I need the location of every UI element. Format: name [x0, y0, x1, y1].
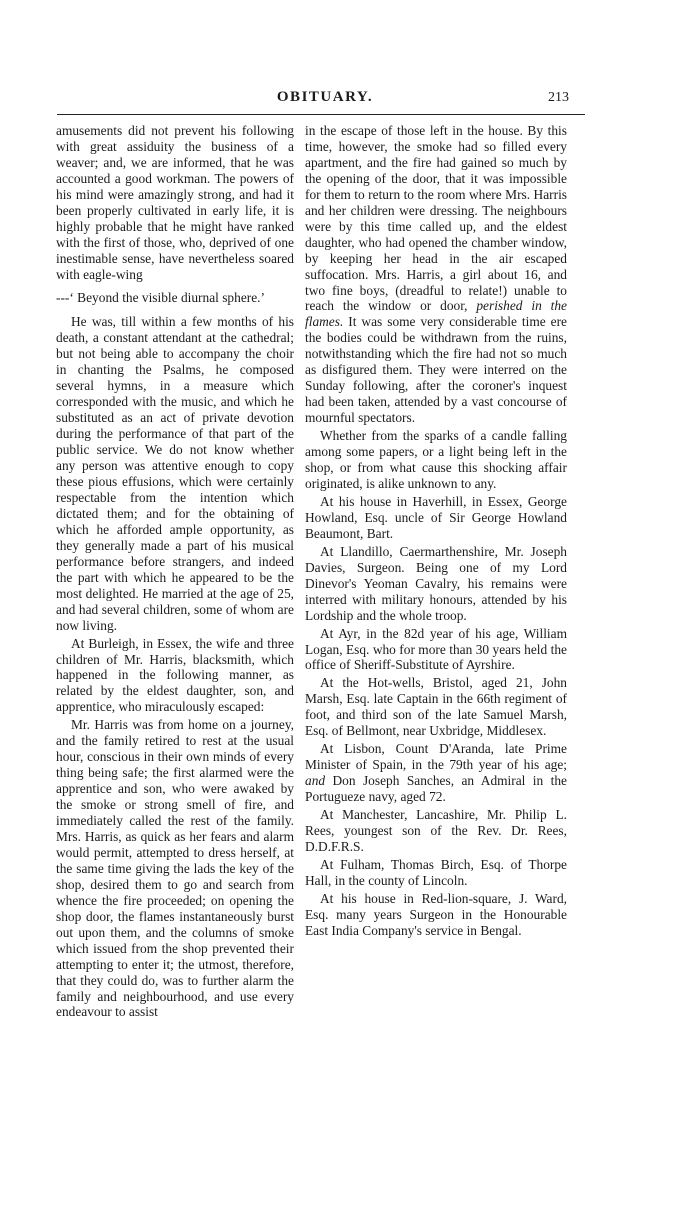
paragraph-fire-account: Mr. Harris was from home on a journey, and the family retired to rest at the usual hour, conscious in their own minds of every thing being safe; the first alarmed were the apprentice and son, who were awaked by the smoke or strong smell of fire, and immediately called the rest of the family. Mrs. Harris, as quick as her fears and alarm would permit, attempted to dress herself, at the same time giving the lads the key of the shop, desired them to go and search from whence the fire proceeded; on opening the shop door, the flames instantaneously burst out upon them, and the columns of smoke which issued from the shop prevented their attempting to enter it; the utmost, therefore, that they could do, was to further alarm the family and neighbourhood, and use every endeavour to assist [56, 717, 294, 1020]
header-rule [57, 114, 585, 115]
paragraph-text: in the escape of those left in the house. By this time, however, the smoke had so filled every apartment, and the fire had gained so much by the opening of the door, that it was impossible for them to return to the room where Mrs. Harris and her children were dressing. The neighbours were by this time called up, and the eldest daughter, who had opened the chamber window, by keeping her head in the air escaped suffocation. Mrs. Harris, a girl about 16, and two fine boys, (dreadful to relate!) unable to reach the window or door, [305, 123, 567, 314]
page-number: 213 [548, 90, 569, 105]
verse-quotation: ---‘ Beyond the visible diurnal sphere.’ [56, 289, 265, 305]
obituary-entry-manchester: At Manchester, Lancashire, Mr. Philip L. Rees, youngest son of the Rev. Dr. Rees, D.D.F.R.S. [305, 807, 567, 854]
paragraph-continued: amusements did not prevent his following with great assiduity the business of a weaver; and, we are informed, that he was accounted a good workman. The powers of his mind were amazingly strong, and had it been properly cultivated in early life, it is highly probable that he might have ranked with the first of those, who, deprived of one inestimable sense, have nevertheless soared with eagle-wing [56, 123, 294, 282]
obituary-entry-llandillo: At Llandillo, Caermarthenshire, Mr. Joseph Davies, Surgeon. Being one of my Lord Dinevor's Yeoman Cavalry, his remains were interred with military honours, attended by his Lordship and the whole troop. [305, 543, 567, 623]
paragraph-biography: He was, till within a few months of his death, a constant attendant at the cathedral; but not being able to accompany the choir in chanting the Psalms, he composed several hymns, in a measure which corresponded with the music, and which he substituted as an act of private devotion during the performance of that part of the public service. We do not know whether any person was attentive enough to copy these pious effusions, which were certainly respectable from the intention which dictated them; and for the obtaining of which he afforded ample opportunity, as they generally made a part of his musical performance before strangers, and indeed the part with which he appeared to be the most delighted. He married at the age of 25, and had several children, some of whom are now living. [56, 314, 294, 633]
obituary-entry-red-lion-square: At his house in Red-lion-square, J. Ward, Esq. many years Surgeon in the Honourable East India Company's service in Bengal. [305, 890, 567, 938]
left-column [56, 123, 294, 1020]
paragraph-text: It was some very considerable time ere the bodies could be withdrawn from the ruins, notwithstanding which the fire had not so much as disfigured them. They were interred on the Sunday following, after the coroner's inquest had been taken, attended by a vast concourse of mournful spectators. [305, 314, 567, 426]
italic-phrase: perished in the flames. [305, 298, 567, 330]
obituary-entry-lisbon [305, 741, 567, 805]
italic-word: and [305, 773, 326, 789]
obituary-entry-fulham: At Fulham, Thomas Birch, Esq. of Thorpe Hall, in the county of Lincoln. [305, 856, 567, 888]
obituary-entry-hotwells: At the Hot-wells, Bristol, aged 21, John Marsh, Esq. late Captain in the 66th regiment of foot, and third son of the late Samuel Marsh, Esq. of Bellmont, near Uxbridge, Middlesex. [305, 675, 567, 739]
paragraph-burleigh-fire: At Burleigh, in Essex, the wife and three children of Mr. Harris, blacksmith, which happened in the following manner, as related by the eldest daughter, son, and apprentice, who miraculously escaped: [56, 635, 294, 715]
paragraph-text: Don Joseph Sanches, an Admiral in the Portugueze navy, aged 72. [305, 773, 567, 805]
page-header [0, 0, 691, 120]
obituary-entry-haverhill: At his house in Haverhill, in Essex, George Howland, Esq. uncle of Sir George Howland Beaumont, Bart. [305, 493, 567, 541]
running-title: OBITUARY. [276, 89, 374, 105]
paragraph-text: At Lisbon, Count D'Aranda, late Prime Minister of Spain, in the 79th year of his age; [305, 741, 567, 773]
right-column [305, 123, 567, 939]
paragraph-fire-cause: Whether from the sparks of a candle falling among some papers, or a light being left in the shop, or from what cause this shocking affair originated, is alike unknown to any. [305, 428, 567, 491]
paragraph-fire-continued [305, 123, 567, 426]
obituary-entry-ayr: At Ayr, in the 82d year of his age, William Logan, Esq. who for more than 30 years held the office of Sheriff-Substitute of Ayrshire. [305, 625, 567, 673]
